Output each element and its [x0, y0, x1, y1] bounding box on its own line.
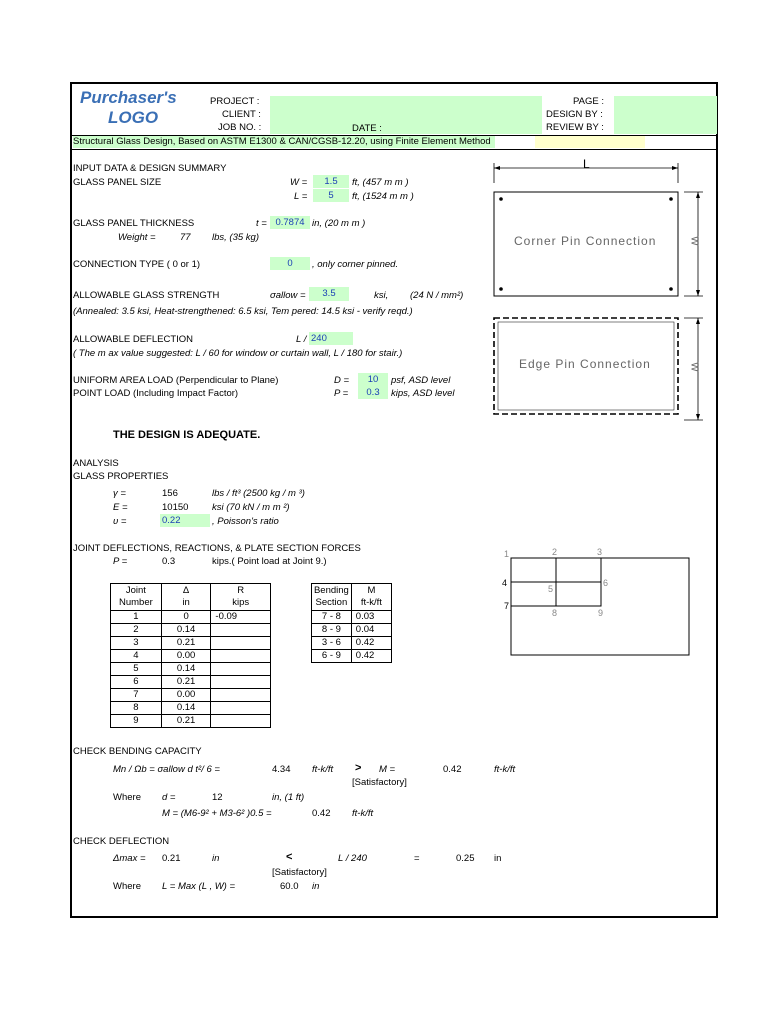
- connection-input[interactable]: 0: [270, 257, 310, 270]
- bending-capacity-unit: ft-k/ft: [312, 764, 334, 775]
- cell: -0.09: [211, 611, 271, 624]
- deflection-limit-label: L / 240: [338, 853, 367, 864]
- table-row: [111, 715, 271, 728]
- deflection-input[interactable]: 240: [309, 332, 353, 345]
- cell: [211, 637, 271, 650]
- table-row: [111, 689, 271, 702]
- cell: 3 - 6: [312, 637, 352, 650]
- cell: [211, 650, 271, 663]
- cell: 8: [111, 702, 162, 715]
- cell: 0.00: [161, 689, 211, 702]
- cell: 0.14: [161, 702, 211, 715]
- col-header-r: R kips: [211, 584, 271, 611]
- cell: 3: [111, 637, 162, 650]
- cell: [211, 624, 271, 637]
- nu-label: υ =: [113, 516, 127, 527]
- cell: 7: [111, 689, 162, 702]
- bending-formula: Mn / Ωb = σallow d t²/ 6 =: [113, 764, 220, 775]
- node-3: 3: [597, 547, 603, 557]
- m-formula-value: 0.42: [312, 808, 331, 819]
- table-row: [111, 702, 271, 715]
- cell: 7 - 8: [312, 611, 352, 624]
- bending-capacity: 4.34: [272, 764, 291, 775]
- weight-label: Weight =: [118, 232, 156, 243]
- table-row: [111, 676, 271, 689]
- bending-compare: >: [355, 762, 362, 774]
- dmax-unit: in: [212, 853, 220, 864]
- cell: 8 - 9: [312, 624, 352, 637]
- uniform-load-label: UNIFORM AREA LOAD (Perpendicular to Plane): [73, 375, 279, 386]
- cell: [211, 689, 271, 702]
- page-field[interactable]: [614, 96, 717, 134]
- table-row: [111, 663, 271, 676]
- table-row: [111, 611, 271, 624]
- bending-m-label: M =: [379, 764, 396, 775]
- m-formula: M = (M6-9² + M3-6² )0.5 =: [162, 808, 272, 819]
- l-unit: ft, (1524 m m ): [352, 191, 414, 202]
- bending-m-unit: ft-k/ft: [494, 764, 516, 775]
- jobno-label: JOB NO. :: [218, 122, 262, 133]
- cell: 0.14: [161, 624, 211, 637]
- corner-pin-caption: Corner Pin Connection: [514, 234, 657, 248]
- dim-w-label-2: W: [688, 362, 700, 373]
- cell: [211, 715, 271, 728]
- node-4: 4: [502, 578, 508, 588]
- table-row: [111, 637, 271, 650]
- glass-props-heading: GLASS PROPERTIES: [73, 471, 169, 482]
- bending-status: [Satisfactory]: [352, 777, 407, 788]
- strength-label: ALLOWABLE GLASS STRENGTH: [73, 290, 220, 301]
- w-unit: ft, (457 m m ): [352, 177, 409, 188]
- d-unit: psf, ASD level: [391, 375, 451, 386]
- sigma-label: σallow =: [270, 290, 306, 301]
- input-heading: INPUT DATA & DESIGN SUMMARY: [73, 163, 227, 174]
- cell: 5: [111, 663, 162, 676]
- cell: 1: [111, 611, 162, 624]
- dmax-label: Δmax =: [113, 853, 146, 864]
- table-row: [312, 650, 392, 663]
- sigma-unit: ksi,: [374, 290, 389, 301]
- deflection-check-heading: CHECK DEFLECTION: [73, 836, 170, 847]
- cell: 0.00: [161, 650, 211, 663]
- weight-unit: lbs, (35 kg): [212, 232, 259, 243]
- d-label: D =: [334, 375, 350, 386]
- l-formula: L = Max (L , W) =: [162, 881, 236, 892]
- cell: 0.21: [161, 637, 211, 650]
- p2-note: kips.( Point load at Joint 9.): [212, 556, 327, 567]
- p2-value: 0.3: [162, 556, 176, 567]
- weight-value: 77: [180, 232, 191, 243]
- connection-label: CONNECTION TYPE ( 0 or 1): [73, 259, 201, 270]
- e-label: E =: [113, 502, 128, 513]
- subtitle-bar: [71, 135, 717, 150]
- gamma-label: γ =: [113, 488, 126, 499]
- deflection-compare: <: [286, 851, 293, 863]
- deflection-eq: =: [414, 853, 420, 864]
- project-field[interactable]: [270, 96, 542, 134]
- logo-line2: LOGO: [108, 108, 159, 127]
- project-label: PROJECT :: [210, 96, 260, 107]
- d-depth-value: 12: [212, 792, 223, 803]
- joint-table: [110, 583, 271, 728]
- design-result: THE DESIGN IS ADEQUATE.: [113, 429, 261, 441]
- l-input[interactable]: 5: [313, 189, 349, 202]
- cell: 0.21: [161, 715, 211, 728]
- w-label: W =: [290, 177, 308, 188]
- node-7: 7: [504, 601, 510, 611]
- t-input[interactable]: 0.7874: [270, 216, 310, 229]
- cell: 6 - 9: [312, 650, 352, 663]
- analysis-heading: ANALYSIS: [73, 458, 119, 469]
- deflection-limit-value: 0.25: [456, 853, 475, 864]
- point-load-label: POINT LOAD (Including Impact Factor): [73, 388, 239, 399]
- l-formula-unit: in: [312, 881, 320, 892]
- table-row: [111, 650, 271, 663]
- cell: 0.14: [161, 663, 211, 676]
- client-label: CLIENT :: [222, 109, 261, 120]
- table-row: [312, 624, 392, 637]
- cell: [211, 702, 271, 715]
- l-formula-value: 60.0: [280, 881, 299, 892]
- bending-table: [311, 583, 392, 663]
- gamma-value: 156: [162, 488, 178, 499]
- cell: 0.03: [351, 611, 391, 624]
- l-label: L =: [294, 191, 308, 202]
- col-header-m: M ft-k/ft: [351, 584, 391, 611]
- bending-check-heading: CHECK BENDING CAPACITY: [73, 746, 202, 757]
- d-depth-unit: in, (1 ft): [272, 792, 305, 803]
- thickness-label: GLASS PANEL THICKNESS: [73, 218, 195, 229]
- reviewby-label: REVIEW BY :: [546, 122, 604, 133]
- m-formula-unit: ft-k/ft: [352, 808, 374, 819]
- cell: 2: [111, 624, 162, 637]
- where-label-2: Where: [113, 881, 141, 892]
- connection-note: , only corner pinned.: [312, 259, 399, 270]
- table-row: [111, 624, 271, 637]
- connection-diagrams: [488, 158, 712, 424]
- cell: 6: [111, 676, 162, 689]
- node-6: 6: [603, 578, 609, 588]
- deflection-status: [Satisfactory]: [272, 867, 327, 878]
- cell: 0: [161, 611, 211, 624]
- date-label: DATE :: [352, 123, 382, 134]
- col-header-joint: Joint Number: [111, 584, 162, 611]
- p2-label: P =: [113, 556, 128, 567]
- sigma-metric: (24 N / mm²): [410, 290, 464, 301]
- dim-w-label-1: W: [688, 236, 700, 247]
- dim-l-label: L: [583, 157, 591, 171]
- w-input[interactable]: 1.5: [313, 175, 349, 188]
- deflection-note: ( The m ax value suggested: L / 60 for window or curtain wall, L / 180 for stair.): [73, 348, 403, 359]
- dmax-value: 0.21: [162, 853, 181, 864]
- t-label: t =: [256, 218, 267, 229]
- e-value: 10150: [162, 502, 189, 513]
- edge-pin-caption: Edge Pin Connection: [519, 357, 651, 371]
- node-2: 2: [552, 547, 558, 557]
- p-unit: kips, ASD level: [391, 388, 455, 399]
- strength-note: (Annealed: 3.5 ksi, Heat-strengthened: 6.5 ksi, Tem pered: 14.5 ksi - verify reqd.): [73, 306, 413, 317]
- node-1: 1: [504, 549, 510, 559]
- gamma-unit: lbs / ft³ (2500 kg / m ³): [212, 488, 305, 499]
- sigma-input[interactable]: 3.5: [309, 287, 349, 301]
- where-label-1: Where: [113, 792, 141, 803]
- panel-size-label: GLASS PANEL SIZE: [73, 177, 162, 188]
- nu-unit: , Poisson's ratio: [212, 516, 279, 527]
- subtitle-note-field: [535, 136, 645, 148]
- cell: 0.04: [351, 624, 391, 637]
- p-input[interactable]: 0.3: [358, 386, 388, 399]
- nu-input[interactable]: 0.22: [160, 514, 210, 527]
- col-header-section: Bending Section: [312, 584, 352, 611]
- joint-grid-diagram: [500, 546, 694, 658]
- deflection-limit-unit: in: [494, 853, 502, 864]
- cell: 0.42: [351, 650, 391, 663]
- subtitle: Structural Glass Design, Based on ASTM E1300 & CAN/CGSB-12.20, using Finite Element Method: [73, 136, 495, 148]
- designby-label: DESIGN BY :: [546, 109, 603, 120]
- col-header-delta: Δ in: [161, 584, 211, 611]
- table-row: [312, 637, 392, 650]
- table-header: [312, 584, 392, 611]
- deflection-prefix: L /: [296, 334, 307, 345]
- logo-line1: Purchaser's: [80, 88, 177, 107]
- cell: 0.42: [351, 637, 391, 650]
- node-8: 8: [552, 608, 558, 618]
- e-unit: ksi (70 kN / m m ²): [212, 502, 290, 513]
- deflection-label: ALLOWABLE DEFLECTION: [73, 334, 194, 345]
- node-9: 9: [598, 608, 604, 618]
- bending-m-value: 0.42: [443, 764, 462, 775]
- node-5: 5: [548, 584, 554, 594]
- d-input[interactable]: 10: [358, 373, 388, 386]
- cell: [211, 676, 271, 689]
- cell: [211, 663, 271, 676]
- p-label: P =: [334, 388, 349, 399]
- cell: 9: [111, 715, 162, 728]
- table-row: [312, 611, 392, 624]
- cell: 4: [111, 650, 162, 663]
- cell: 0.21: [161, 676, 211, 689]
- joint-heading: JOINT DEFLECTIONS, REACTIONS, & PLATE SECTION FORCES: [73, 543, 361, 554]
- t-unit: in, (20 m m ): [312, 218, 366, 229]
- page-label: PAGE :: [573, 96, 604, 107]
- table-header: [111, 584, 271, 611]
- d-depth-label: d =: [162, 792, 176, 803]
